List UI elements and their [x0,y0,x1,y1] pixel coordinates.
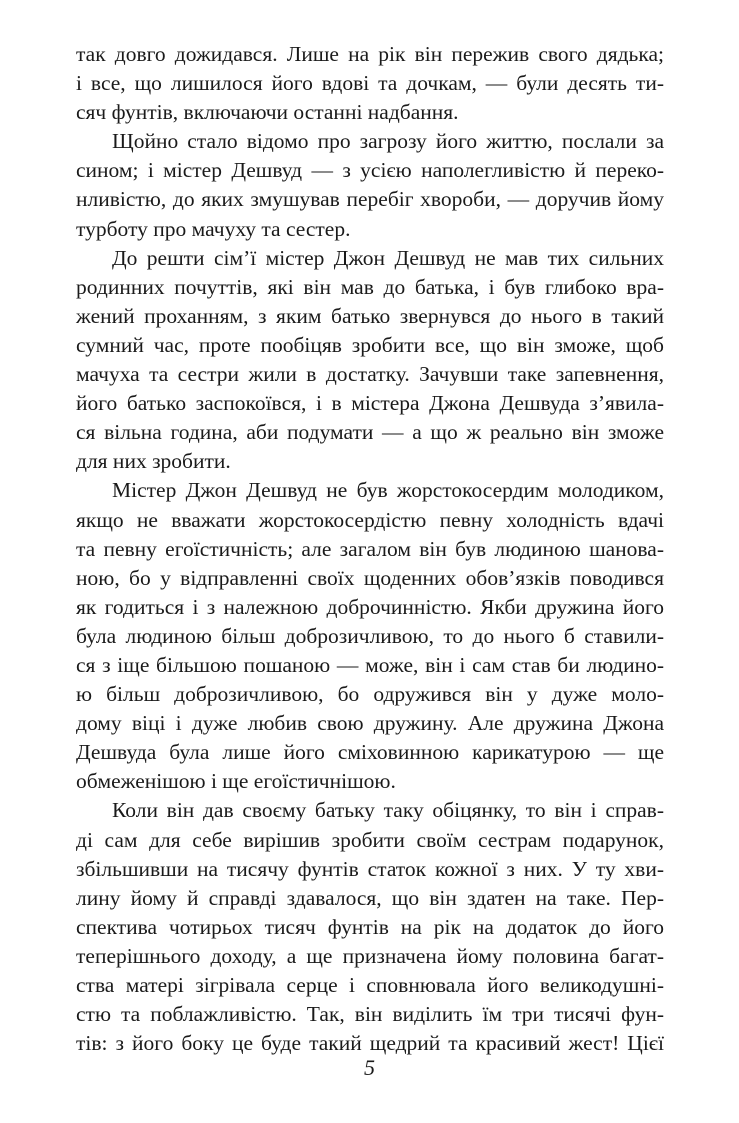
text-line: так довго дожидався. Лише на рік він пережив свого дядька; [76,42,664,66]
paragraph-start-line: Щойно стало відомо про загрозу його життю, послали за [112,129,664,154]
text-line: лину йому й справді здавалося, що він здатен на таке. Пер- [76,885,664,910]
text-line: сумний час, проте пообіцяв зробити все, що він зможе, щоб [76,332,664,357]
text-line: як годиться і з належною доброчинністю. Якби дружина його [76,594,664,619]
text-line: збільшивши на тисячу фунтів статок кожної з них. У ту хви- [76,856,664,881]
text-line: тів: з його боку це буде такий щедрий та красивий жест! Цієї [76,1031,664,1056]
text-line: ною, бо у відправленні своїх щоденних обов’язків поводився [76,565,664,590]
text-line: якщо не вважати жорстокосердістю певну холодність вдачі [76,507,664,532]
text-line: ді сам для себе вирішив зробити своїм сестрам подарунок, [76,827,664,852]
text-line: ства матері зігрівала серце і сповнювала його великодушні- [76,973,664,997]
text-line: ю більш доброзичливою, бо одружився він у дуже моло- [76,682,664,707]
text-line: ся вільна година, аби подумати — а що ж реально він зможе [76,420,664,445]
text-line: дому віці і дуже любив свою дружину. Але дружина Джона [76,711,664,736]
text-line: спектива чотирьох тисяч фунтів на рік на додаток до його [76,914,664,939]
text-line: сином; і містер Дешвуд — з усією наполегливістю й переко- [76,158,664,183]
text-line: жений проханням, з яким батько звернувся до нього в такий [76,303,664,328]
text-line: ся з іще більшою пошаною — може, він і сам став би людино- [76,652,664,677]
text-line: та певну егоїстичність; але загалом він був людиною шанова- [76,536,664,561]
text-line: для них зробити. [76,449,231,474]
text-line: Дешвуда була лише його сміховинною карикатурою — ще [76,740,664,765]
paragraph-start-line: До решти сім’ї містер Джон Дешвуд не мав тих сильних [112,245,664,270]
text-line: обмеженішою і ще егоїстичнішою. [76,769,396,794]
text-line: нливістю, до яких змушував перебіг хвороби, — доручив йому [76,187,664,212]
text-line: його батько заспокоївся, і в містера Джона Дешвуда з’явила- [76,391,664,416]
text-line: сяч фунтів, включаючи останні надбання. [76,100,459,125]
text-line: була людиною більш доброзичливою, то до нього б ставили- [76,623,664,648]
text-line: родинних почуттів, які він мав до батька, і був глибоко вра- [76,274,664,299]
text-line: мачуха та сестри жили в достатку. Зачувши таке запевнення, [76,362,664,387]
book-page-text [76,40,664,1058]
text-line: турботу про мачуху та сестер. [76,216,351,241]
text-line: стю та поблажливістю. Так, він виділить їм три тисячі фун- [76,1002,664,1027]
paragraph-start-line: Коли він дав своєму батьку таку обіцянку, то він і справ- [112,798,664,823]
paragraph-start-line: Містер Джон Дешвуд не був жорстокосердим молодиком, [112,478,664,503]
text-line: теперішнього доходу, а ще призначена йому половина багат- [76,943,664,968]
page-number: 5 [364,1055,375,1080]
text-line: і все, що лишилося його вдові та дочкам, — були десять ти- [76,71,664,96]
